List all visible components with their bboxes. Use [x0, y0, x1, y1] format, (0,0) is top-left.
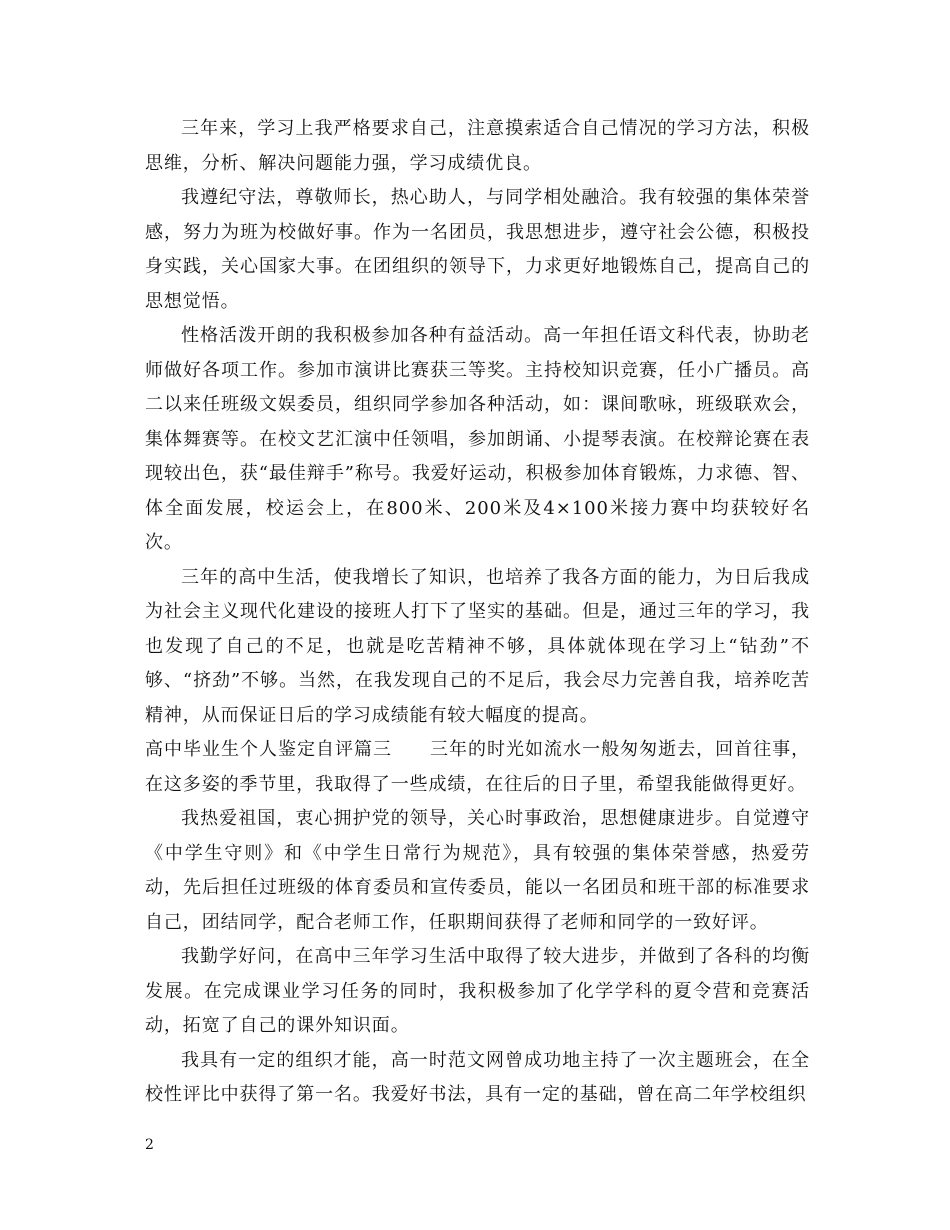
paragraph: 我遵纪守法，尊敬师长，热心助人，与同学相处融洽。我有较强的集体荣誉感，努力为班为校做好事。作为一名团员，我思想进步，遵守社会公德，积极投身实践，关心国家大事。在团组织的领导下，力求更好地锻炼自己，提高自己的思想觉悟。 [145, 187, 810, 312]
page-number: 2 [145, 1137, 154, 1153]
paragraph: 我勤学好问，在高中三年学习生活中取得了较大进步，并做到了各科的均衡发展。在完成课业学习任务的同时，我积极参加了化学学科的夏令营和竞赛活动，拓宽了自己的课外知识面。 [145, 946, 810, 1036]
document-body [145, 112, 810, 1113]
paragraph: 三年的高中生活，使我增长了知识，也培养了我各方面的能力，为日后我成为社会主义现代化建设的接班人打下了坚实的基础。但是，通过三年的学习，我也发现了自己的不足，也就是吃苦精神不够，具体就体现在学习上“钻劲”不够、“挤劲”不够。当然，在我发现自己的不足后，我会尽力完善自我，培养吃苦精神，从而保证日后的学习成绩能有较大幅度的提高。 [145, 566, 810, 726]
paragraph: 三年来，学习上我严格要求自己，注意摸索适合自己情况的学习方法，积极思维，分析、解决问题能力强，学习成绩优良。 [145, 118, 810, 174]
paragraph: 我热爱祖国，衷心拥护党的领导，关心时事政治，思想健康进步。自觉遵守《中学生守则》和《中学生日常行为规范》，具有较强的集体荣誉感，热爱劳动，先后担任过班级的体育委员和宣传委员，能以一名团员和班干部的标准要求自己，团结同学，配合老师工作，任职期间获得了老师和同学的一致好评。 [145, 808, 810, 933]
paragraph: 性格活泼开朗的我积极参加各种有益活动。高一年担任语文科代表，协助老师做好各项工作。参加市演讲比赛获三等奖。主持校知识竞赛，任小广播员。高二以来任班级文娱委员，组织同学参加各种活动，如：课间歌咏，班级联欢会，集体舞赛等。在校文艺汇演中任领唱，参加朗诵、小提琴表演。在校辩论赛在表现较出色，获“最佳辩手”称号。我爱好运动，积极参加体育锻炼，力求德、智、体全面发展，校运会上，在800米、200米及4×100米接力赛中均获较好名次。 [145, 325, 810, 553]
section-heading-paragraph: 高中毕业生个人鉴定自评篇三 三年的时光如流水一般匆匆逝去，回首往事，在这多姿的季节里，我取得了一些成绩，在往后的日子里，希望我能做得更好。 [145, 739, 810, 795]
paragraph: 我具有一定的组织才能，高一时范文网曾成功地主持了一次主题班会，在全校性评比中获得了第一名。我爱好书法，具有一定的基础，曾在高二年学校组织 [145, 1049, 810, 1105]
